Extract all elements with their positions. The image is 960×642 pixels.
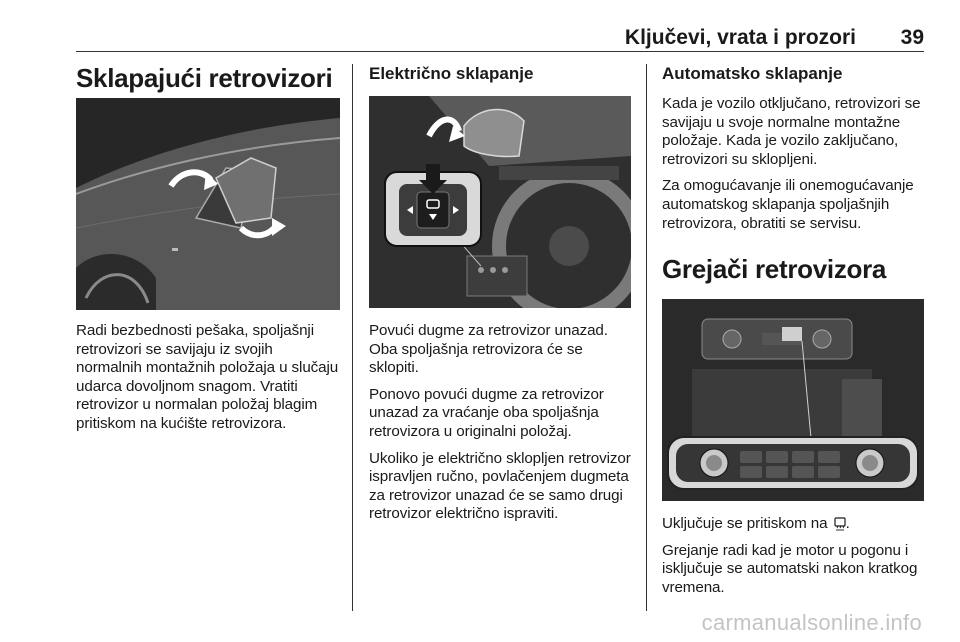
switch-suffix: . — [845, 515, 850, 533]
heated-mirror-icon — [834, 517, 846, 531]
heated-mirror-illustration — [662, 299, 924, 501]
column-divider — [646, 64, 647, 611]
paragraph: Ponovo povući dugme za retrovizor unazad za vraćanje oba spoljašnja retrovizora u originalni položaj. — [369, 385, 604, 440]
paragraph: Ukoliko je električno sklopljen retrovizor ispravljen ručno, povlačenjem dugmeta za retrovizor unazad će se samo drugi retrovizor električno ispraviti. — [369, 449, 631, 523]
watermark: carmanualsonline.info — [701, 610, 922, 635]
paragraph — [662, 515, 928, 534]
paragraph: Za omogućavanje ili onemogućavanje automatskog sklapanja spoljašnjih retrovizora, obratiti se servisu. — [662, 177, 914, 232]
section-title: Ključevi, vrata i prozori — [624, 26, 856, 49]
section-heading: Sklapajući retrovizori — [76, 63, 333, 93]
column-1 — [76, 62, 342, 434]
header-rule — [76, 51, 924, 52]
column-3 — [662, 62, 928, 598]
electric-folding-illustration — [369, 96, 631, 308]
paragraph: Kada je vozilo otključano, retrovizori se savijaju u svoje normalne montažne položaje. Kada je vozilo zaključano, retrovizori su sklopljeni. — [662, 95, 921, 168]
section-heading: Električno sklapanje — [369, 64, 534, 83]
column-2 — [369, 62, 635, 524]
column-divider — [352, 64, 353, 611]
paragraph: Povući dugme za retrovizor unazad. Oba spoljašnja retrovizora će se sklopiti. — [369, 322, 608, 377]
paragraph: Grejanje radi kad je motor u pogonu i isključuje se automatski nakon kratkog vremena. — [662, 541, 918, 596]
section-heading: Automatsko sklapanje — [662, 64, 843, 83]
page-number: 39 — [900, 26, 924, 49]
folding-mirror-illustration — [76, 98, 340, 310]
section-heading: Grejači retrovizora — [662, 254, 887, 285]
switch-text: Uključuje se pritiskom na — [662, 515, 828, 533]
paragraph: Radi bezbednosti pešaka, spoljašnji retrovizori se savijaju iz svojih normalnih montažnih položaja u slučaju udarca dovoljnom snagom. Vratiti retrovizor u normalan položaj blagim pritiskom na kućište retrovizora. — [76, 322, 339, 432]
